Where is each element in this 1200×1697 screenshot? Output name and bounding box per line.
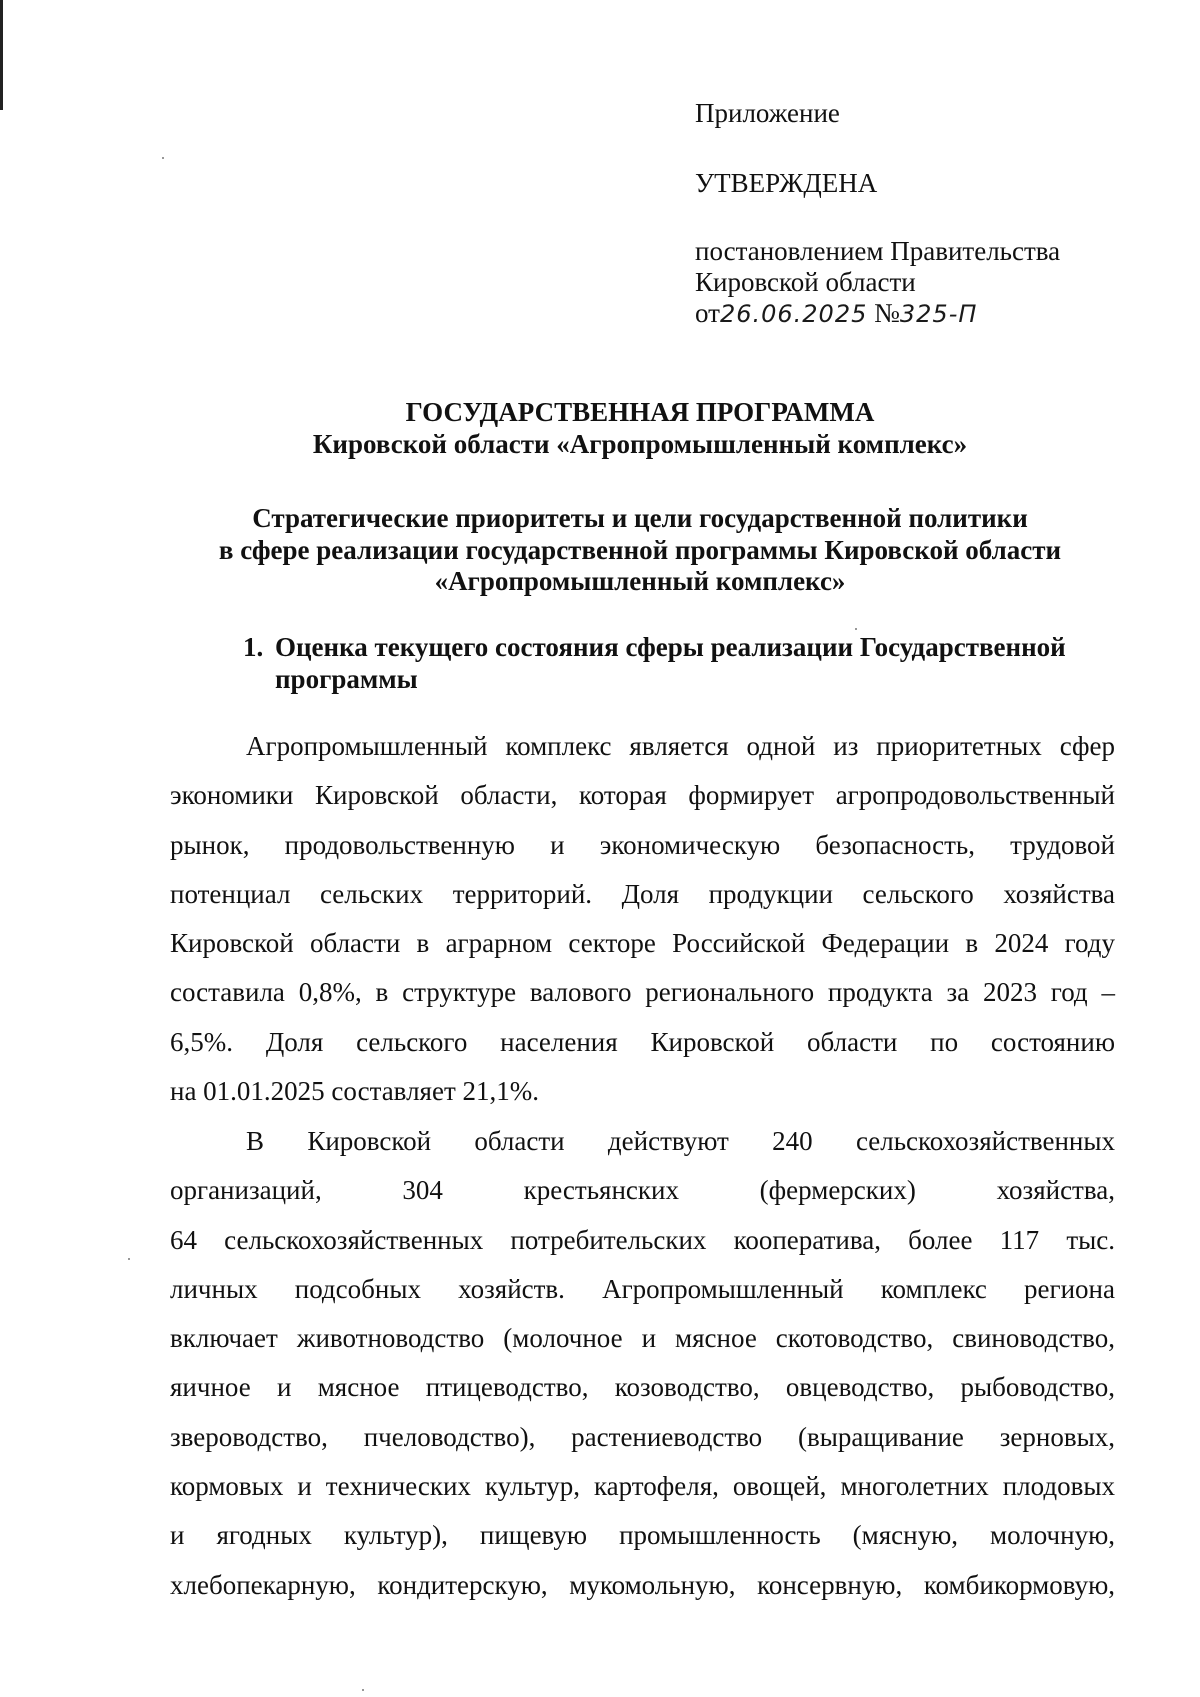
paragraph-1 [170,722,1115,1116]
approval-stamp-block [695,98,1115,330]
decree-line-1: постановлением Правительства [695,236,1061,266]
paragraph-line: личных подсобных хозяйств. Агропромышленный комплекс региона [170,1273,1115,1304]
paragraph-line: звероводство, пчеловодство), растениеводство (выращивание зерновых, [170,1421,1115,1452]
scan-edge-mark [0,0,3,110]
subtitle-line-1: Стратегические приоритеты и цели государственной политики [252,503,1028,533]
title-line-1: ГОСУДАРСТВЕННАЯ ПРОГРАММА [405,397,875,427]
paragraph-line: экономики Кировской области, которая формирует агропродовольственный [170,780,1115,811]
date-prefix: от [695,298,720,328]
program-subtitle [160,503,1120,598]
number-prefix: № [874,298,900,328]
paragraph-2 [170,1117,1115,1610]
paragraph-line: на 01.01.2025 составляет 21,1%. [170,1076,539,1107]
scan-speck [128,1258,130,1260]
subtitle-line-3: «Агропромышленный комплекс» [434,566,846,596]
paragraph-line: составила 0,8%, в структуре валового регионального продукта за 2023 год – [170,977,1115,1008]
paragraph-line: рынок, продовольственную и экономическую безопасность, трудовой [170,829,1115,860]
paragraph-line: 64 сельскохозяйственных потребительских кооператива, более 117 тыс. [170,1224,1115,1255]
paragraph-line: потенциал сельских территорий. Доля продукции сельского хозяйства [170,878,1115,909]
title-line-2: Кировской области «Агропромышленный комплекс» [312,429,968,459]
paragraph-line: В Кировской области действуют 240 сельскохозяйственных [246,1126,1115,1156]
scan-speck [855,628,857,630]
scan-speck [362,1689,364,1691]
approved-label: УТВЕРЖДЕНА [695,168,878,198]
handwritten-number: 325-П [899,300,978,328]
section-1-heading [243,631,1123,695]
paragraph-line: 6,5%. Доля сельского населения Кировской области по состоянию [170,1026,1115,1057]
decree-line-2: Кировской области [695,267,916,297]
paragraph-line: Агропромышленный комплекс является одной из приоритетных сфер [246,731,1115,761]
paragraph-line: включает животноводство (молочное и мясное скотоводство, свиноводство, [170,1323,1115,1354]
paragraph-line: и ягодных культур), пищевую промышленность (мясную, молочную, [170,1520,1115,1551]
scan-speck [162,157,164,159]
paragraph-line: кормовых и технических культур, картофеля, овощей, многолетних плодовых [170,1471,1115,1502]
appendix-label: Приложение [695,98,840,128]
handwritten-date: 26.06.2025 [719,300,868,328]
paragraph-line: Кировской области в аграрном секторе Российской Федерации в 2024 году [170,928,1115,959]
section-heading-line-2: программы [275,664,418,694]
paragraph-line: организаций, 304 крестьянских (фермерских) хозяйства, [170,1175,1115,1206]
subtitle-line-2: в сфере реализации государственной программы Кировской области [218,534,1062,565]
program-title [160,396,1120,460]
paragraph-line: хлебопекарную, кондитерскую, мукомольную, консервную, комбикормовую, [170,1569,1115,1600]
section-heading-line-1: Оценка текущего состояния сферы реализации Государственной [275,632,1066,662]
paragraph-line: яичное и мясное птицеводство, козоводство, овцеводство, рыбоводство, [170,1372,1115,1403]
section-number: 1. [243,632,264,662]
decree-date-number [695,298,1115,330]
